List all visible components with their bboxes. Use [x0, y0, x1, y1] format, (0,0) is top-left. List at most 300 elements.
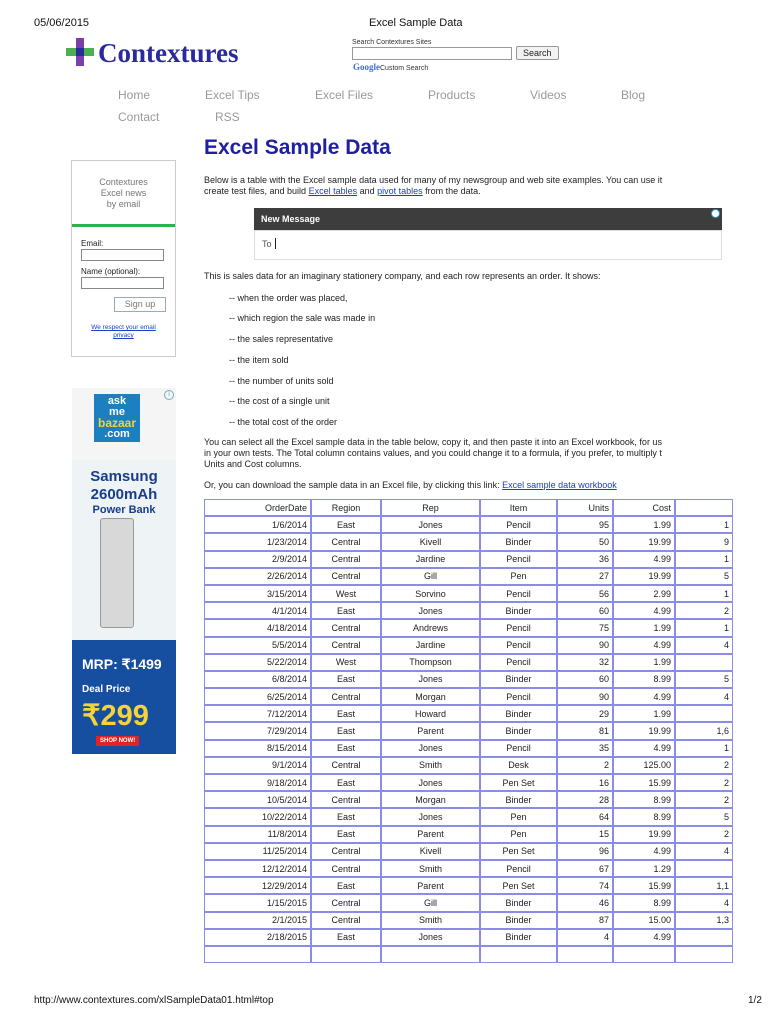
table-cell: 4.99 — [613, 929, 675, 946]
table-cell: Smith — [381, 912, 480, 929]
signup-button[interactable]: Sign up — [114, 297, 166, 312]
table-cell — [311, 946, 381, 963]
table-cell: 2 — [675, 757, 733, 774]
newsletter-title-line: by email — [106, 199, 141, 209]
table-cell: 1 — [675, 619, 733, 636]
new-message-header — [254, 208, 722, 230]
table-cell: East — [311, 929, 381, 946]
table-cell: Binder — [480, 671, 557, 688]
text-cursor — [275, 238, 276, 249]
privacy-line: privacy — [113, 332, 134, 339]
table-cell: 8/15/2014 — [204, 740, 311, 757]
table-cell: Central — [311, 551, 381, 568]
nav-blog[interactable]: Blog — [621, 88, 646, 102]
table-row — [204, 585, 733, 602]
table-cell: 75 — [557, 619, 613, 636]
table-cell: Jardine — [381, 637, 480, 654]
table-cell: Jones — [381, 602, 480, 619]
table-cell: 1 — [675, 740, 733, 757]
table-cell: 4.99 — [613, 688, 675, 705]
table-cell: Pencil — [480, 619, 557, 636]
table-cell: Pencil — [480, 516, 557, 533]
table-cell: 5 — [675, 808, 733, 825]
table-cell: 5 — [675, 568, 733, 585]
ad-logo-text: bazaar — [97, 416, 137, 430]
table-cell: 5/5/2014 — [204, 637, 311, 654]
table-cell: 7/12/2014 — [204, 705, 311, 722]
table-cell: Binder — [480, 722, 557, 739]
table-cell: West — [311, 654, 381, 671]
newsletter-title-line: Excel news — [100, 188, 147, 198]
table-cell: Jones — [381, 774, 480, 791]
nav-excel-tips[interactable]: Excel Tips — [205, 88, 260, 102]
table-cell: 1 — [675, 516, 733, 533]
table-cell: 2 — [675, 774, 733, 791]
table-cell: 32 — [557, 654, 613, 671]
table-cell: Jones — [381, 929, 480, 946]
table-body — [204, 516, 733, 963]
table-cell: 11/25/2014 — [204, 843, 311, 860]
newsletter-title-line: Contextures — [99, 177, 148, 187]
table-cell: Morgan — [381, 688, 480, 705]
sample-data-table — [204, 499, 733, 963]
table-cell: 15.00 — [613, 912, 675, 929]
table-cell: East — [311, 740, 381, 757]
table-cell: 5 — [675, 671, 733, 688]
pivot-tables-link[interactable]: pivot tables — [377, 186, 423, 196]
email-field[interactable] — [81, 249, 164, 261]
table-cell: Binder — [480, 705, 557, 722]
google-logo: Google — [353, 62, 380, 72]
ad-headline: Samsung — [90, 468, 158, 485]
table-cell: Central — [311, 619, 381, 636]
table-row — [204, 826, 733, 843]
table-row — [204, 740, 733, 757]
intro-paragraph — [204, 175, 734, 197]
column-header: Region — [311, 499, 381, 516]
table-row — [204, 533, 733, 550]
table-cell — [613, 946, 675, 963]
intro-text: create test files, and build — [204, 186, 309, 196]
table-cell: 11/8/2014 — [204, 826, 311, 843]
table-cell: Jones — [381, 808, 480, 825]
table-cell: Parent — [381, 722, 480, 739]
table-cell: 2/9/2014 — [204, 551, 311, 568]
table-cell: 19.99 — [613, 533, 675, 550]
select-line: Units and Cost columns. — [204, 459, 302, 469]
intro-line: Below is a table with the Excel sample data used for many of my newsgroup and web site examples. You can use it — [204, 175, 663, 185]
table-cell: 9 — [675, 533, 733, 550]
table-cell: East — [311, 826, 381, 843]
table-cell: Sorvino — [381, 585, 480, 602]
ad-price: ₹299 — [82, 700, 149, 732]
table-cell: 6/8/2014 — [204, 671, 311, 688]
ad-logo-text: me — [109, 406, 125, 418]
divider — [72, 224, 175, 227]
table-cell: 4.99 — [613, 740, 675, 757]
table-cell: Central — [311, 757, 381, 774]
table-cell: 9/1/2014 — [204, 757, 311, 774]
table-cell: 4/18/2014 — [204, 619, 311, 636]
table-cell: Gill — [381, 568, 480, 585]
table-row — [204, 877, 733, 894]
column-header: Item — [480, 499, 557, 516]
table-cell: Kivell — [381, 533, 480, 550]
nav-home[interactable]: Home — [118, 88, 151, 102]
column-header: OrderDate — [204, 499, 311, 516]
ad-logo-text: ask — [107, 395, 127, 407]
table-cell: 4.99 — [613, 551, 675, 568]
table-row — [204, 843, 733, 860]
table-cell: 29 — [557, 705, 613, 722]
table-cell: 87 — [557, 912, 613, 929]
table-cell: 19.99 — [613, 826, 675, 843]
table-cell: East — [311, 877, 381, 894]
table-cell — [675, 705, 733, 722]
table-cell: 2 — [675, 602, 733, 619]
name-label: Name (optional): — [81, 267, 141, 276]
ad-header — [72, 388, 176, 460]
email-label: Email: — [81, 239, 104, 248]
nav-excel-files[interactable]: Excel Files — [315, 88, 374, 102]
search-label: Search Contextures Sites — [352, 39, 432, 46]
name-field[interactable] — [81, 277, 164, 289]
table-cell: Andrews — [381, 619, 480, 636]
table-cell: 2/26/2014 — [204, 568, 311, 585]
table-cell: Parent — [381, 877, 480, 894]
table-row — [204, 929, 733, 946]
table-cell: East — [311, 808, 381, 825]
table-cell: Pen Set — [480, 877, 557, 894]
table-cell — [675, 929, 733, 946]
search-input[interactable] — [352, 47, 512, 60]
table-header-row — [204, 499, 733, 516]
ad-logo-text: .com — [104, 428, 130, 440]
bullet-item: -- the sales representative — [229, 334, 334, 344]
table-cell: 2/18/2015 — [204, 929, 311, 946]
table-cell — [675, 654, 733, 671]
ad-headline: Power Bank — [92, 504, 156, 516]
table-row — [204, 516, 733, 533]
table-cell: Binder — [480, 791, 557, 808]
table-cell: Binder — [480, 533, 557, 550]
bullet-item: -- the cost of a single unit — [229, 396, 330, 406]
table-cell: 1,1 — [675, 877, 733, 894]
table-cell: 1/15/2015 — [204, 894, 311, 911]
puzzle-cross-icon[interactable] — [66, 38, 94, 66]
table-cell: 74 — [557, 877, 613, 894]
table-cell: 81 — [557, 722, 613, 739]
table-cell: 1.99 — [613, 654, 675, 671]
table-cell: Pen Set — [480, 774, 557, 791]
table-row — [204, 808, 733, 825]
table-cell: Smith — [381, 757, 480, 774]
table-cell: 64 — [557, 808, 613, 825]
bullet-item: -- when the order was placed, — [229, 293, 348, 303]
table-cell: 15.99 — [613, 877, 675, 894]
privacy-link[interactable] — [72, 324, 175, 340]
table-cell: 12/12/2014 — [204, 860, 311, 877]
table-cell: Pencil — [480, 585, 557, 602]
search-button[interactable]: Search — [516, 46, 559, 60]
table-cell: East — [311, 602, 381, 619]
description-text: This is sales data for an imaginary stationery company, and each row represents an order. It shows: — [204, 271, 601, 281]
table-cell: Jones — [381, 740, 480, 757]
table-cell: Parent — [381, 826, 480, 843]
table-cell: Morgan — [381, 791, 480, 808]
table-row — [204, 688, 733, 705]
table-cell: East — [311, 705, 381, 722]
table-cell: Pen — [480, 826, 557, 843]
new-message-title: New Message — [261, 214, 321, 224]
bullet-item: -- the item sold — [229, 355, 289, 365]
table-cell: 95 — [557, 516, 613, 533]
table-cell: Pen Set — [480, 843, 557, 860]
newsletter-box — [71, 160, 176, 357]
table-cell: 50 — [557, 533, 613, 550]
table-cell: 10/5/2014 — [204, 791, 311, 808]
table-cell: Central — [311, 568, 381, 585]
table-cell: 60 — [557, 602, 613, 619]
table-cell: 6/25/2014 — [204, 688, 311, 705]
table-row — [204, 671, 733, 688]
table-cell: Binder — [480, 929, 557, 946]
table-row — [204, 722, 733, 739]
intro-line — [204, 186, 734, 197]
table-row — [204, 551, 733, 568]
table-cell: Binder — [480, 912, 557, 929]
google-custom-search — [353, 62, 428, 72]
select-line: You can select all the Excel sample data in the table below, copy it, and then paste it into an Excel workbook, for us — [204, 437, 662, 447]
table-cell: 4.99 — [613, 602, 675, 619]
print-title: Excel Sample Data — [369, 17, 463, 29]
table-cell: 5/22/2014 — [204, 654, 311, 671]
table-cell — [381, 946, 480, 963]
sample-data-table-container — [204, 499, 734, 989]
table-cell: 1,6 — [675, 722, 733, 739]
table-cell: 12/29/2014 — [204, 877, 311, 894]
table-cell: Gill — [381, 894, 480, 911]
intro-text: from the data. — [422, 186, 481, 196]
select-line: in your own tests. The Total column contains values, and you could change it to a formula, if you prefer, to multiply t — [204, 448, 662, 458]
table-cell: 8.99 — [613, 671, 675, 688]
table-cell: Central — [311, 533, 381, 550]
nav-rss[interactable]: RSS — [215, 110, 240, 124]
table-cell: 7/29/2014 — [204, 722, 311, 739]
download-paragraph — [204, 480, 617, 491]
table-cell: 67 — [557, 860, 613, 877]
table-cell: 2 — [675, 791, 733, 808]
nav-products[interactable]: Products — [428, 88, 476, 102]
table-cell: 16 — [557, 774, 613, 791]
column-header — [675, 499, 733, 516]
ad-deal-label: Deal Price — [82, 684, 131, 695]
print-date: 05/06/2015 — [34, 17, 90, 29]
table-cell: Central — [311, 912, 381, 929]
table-cell — [675, 860, 733, 877]
table-cell: 4 — [675, 637, 733, 654]
bullet-item: -- which region the sale was made in — [229, 313, 376, 323]
table-cell: 8.99 — [613, 791, 675, 808]
table-cell: East — [311, 722, 381, 739]
ad-headline: 2600mAh — [90, 486, 158, 503]
table-cell: Pencil — [480, 688, 557, 705]
powerbank-image — [100, 518, 134, 628]
page-title: Excel Sample Data — [204, 136, 391, 159]
table-cell: 1.99 — [613, 705, 675, 722]
table-row — [204, 894, 733, 911]
table-cell: Jones — [381, 516, 480, 533]
table-cell: 4/1/2014 — [204, 602, 311, 619]
table-cell: Smith — [381, 860, 480, 877]
bullet-item: -- the total cost of the order — [229, 417, 338, 427]
table-row — [204, 705, 733, 722]
table-cell: 4 — [675, 894, 733, 911]
table-cell: 2 — [557, 757, 613, 774]
table-row — [204, 637, 733, 654]
table-cell: 1 — [675, 585, 733, 602]
table-cell: Central — [311, 791, 381, 808]
table-cell: 2.99 — [613, 585, 675, 602]
ad-price-area — [72, 640, 176, 754]
table-row — [204, 602, 733, 619]
table-cell: 1 — [675, 551, 733, 568]
table-row — [204, 912, 733, 929]
table-row — [204, 568, 733, 585]
privacy-line: We respect your email — [91, 324, 156, 331]
nav-contact[interactable]: Contact — [118, 110, 160, 124]
table-cell: 56 — [557, 585, 613, 602]
table-row — [204, 774, 733, 791]
table-row — [204, 860, 733, 877]
table-cell: Pencil — [480, 551, 557, 568]
info-icon[interactable]: i — [164, 390, 174, 400]
table-cell: 4 — [675, 843, 733, 860]
table-cell: 2 — [675, 826, 733, 843]
table-cell: 19.99 — [613, 568, 675, 585]
table-cell: 1.29 — [613, 860, 675, 877]
table-cell: 1.99 — [613, 619, 675, 636]
ad-mrp: MRP: ₹1499 — [82, 656, 162, 672]
table-cell: Pencil — [480, 654, 557, 671]
table-cell: 8.99 — [613, 808, 675, 825]
table-cell: Central — [311, 843, 381, 860]
table-cell: 90 — [557, 688, 613, 705]
excel-tables-link[interactable]: Excel tables — [308, 186, 358, 196]
table-cell: East — [311, 516, 381, 533]
custom-search-label: Custom Search — [380, 65, 429, 72]
table-cell: 46 — [557, 894, 613, 911]
table-cell: Thompson — [381, 654, 480, 671]
table-cell: Desk — [480, 757, 557, 774]
table-row — [204, 619, 733, 636]
table-cell: Kivell — [381, 843, 480, 860]
table-cell: 19.99 — [613, 722, 675, 739]
table-cell — [204, 946, 311, 963]
table-cell: 4.99 — [613, 843, 675, 860]
table-cell: 125.00 — [613, 757, 675, 774]
table-cell: 27 — [557, 568, 613, 585]
print-url: http://www.contextures.com/xlSampleData01.html#top — [34, 995, 274, 1006]
table-cell: Central — [311, 894, 381, 911]
select-paragraph — [204, 437, 734, 470]
table-cell: Jones — [381, 671, 480, 688]
table-cell: 4 — [675, 688, 733, 705]
message-to-field[interactable] — [254, 230, 722, 260]
table-cell: 1,3 — [675, 912, 733, 929]
print-page-number: 1/2 — [748, 995, 762, 1006]
table-cell: Howard — [381, 705, 480, 722]
table-row — [204, 791, 733, 808]
table-cell — [557, 946, 613, 963]
table-cell: 60 — [557, 671, 613, 688]
column-header: Rep — [381, 499, 480, 516]
table-cell: 15.99 — [613, 774, 675, 791]
column-header: Cost — [613, 499, 675, 516]
nav-videos[interactable]: Videos — [530, 88, 567, 102]
table-cell: 35 — [557, 740, 613, 757]
table-cell: Central — [311, 860, 381, 877]
table-cell — [675, 946, 733, 963]
logo-text[interactable]: Contextures — [98, 38, 239, 68]
newsletter-title — [72, 177, 175, 210]
table-cell: 1.99 — [613, 516, 675, 533]
shop-now-button[interactable]: SHOP NOW! — [96, 736, 139, 746]
table-cell: 36 — [557, 551, 613, 568]
table-cell: 3/15/2014 — [204, 585, 311, 602]
table-cell: 28 — [557, 791, 613, 808]
column-header: Units — [557, 499, 613, 516]
table-cell: 8.99 — [613, 894, 675, 911]
table-cell: 1/6/2014 — [204, 516, 311, 533]
table-cell: 10/22/2014 — [204, 808, 311, 825]
table-cell: Jardine — [381, 551, 480, 568]
table-cell: Central — [311, 637, 381, 654]
table-cell: West — [311, 585, 381, 602]
table-cell: 90 — [557, 637, 613, 654]
askmebazaar-logo — [94, 394, 140, 442]
table-cell: 96 — [557, 843, 613, 860]
table-cell: 9/18/2014 — [204, 774, 311, 791]
to-label: To — [262, 239, 272, 249]
table-cell: Pen — [480, 568, 557, 585]
table-cell: Pencil — [480, 740, 557, 757]
advertisement-banner[interactable] — [72, 388, 176, 754]
table-cell: East — [311, 671, 381, 688]
table-cell — [480, 946, 557, 963]
table-cell: Pen — [480, 808, 557, 825]
bullet-item: -- the number of units sold — [229, 376, 334, 386]
table-row — [204, 946, 733, 963]
table-cell: Binder — [480, 602, 557, 619]
download-text: Or, you can download the sample data in an Excel file, by clicking this link: — [204, 480, 503, 490]
table-cell: Pencil — [480, 637, 557, 654]
table-cell: 4 — [557, 929, 613, 946]
table-row — [204, 654, 733, 671]
table-cell: Binder — [480, 894, 557, 911]
intro-text: and — [357, 186, 378, 196]
table-cell: Pencil — [480, 860, 557, 877]
table-cell: 15 — [557, 826, 613, 843]
table-cell: 1/23/2014 — [204, 533, 311, 550]
table-row — [204, 757, 733, 774]
sample-workbook-link[interactable]: Excel sample data workbook — [502, 480, 617, 490]
table-cell: 2/1/2015 — [204, 912, 311, 929]
table-cell: 4.99 — [613, 637, 675, 654]
table-cell: East — [311, 774, 381, 791]
table-cell: Central — [311, 688, 381, 705]
info-icon[interactable] — [711, 209, 720, 218]
